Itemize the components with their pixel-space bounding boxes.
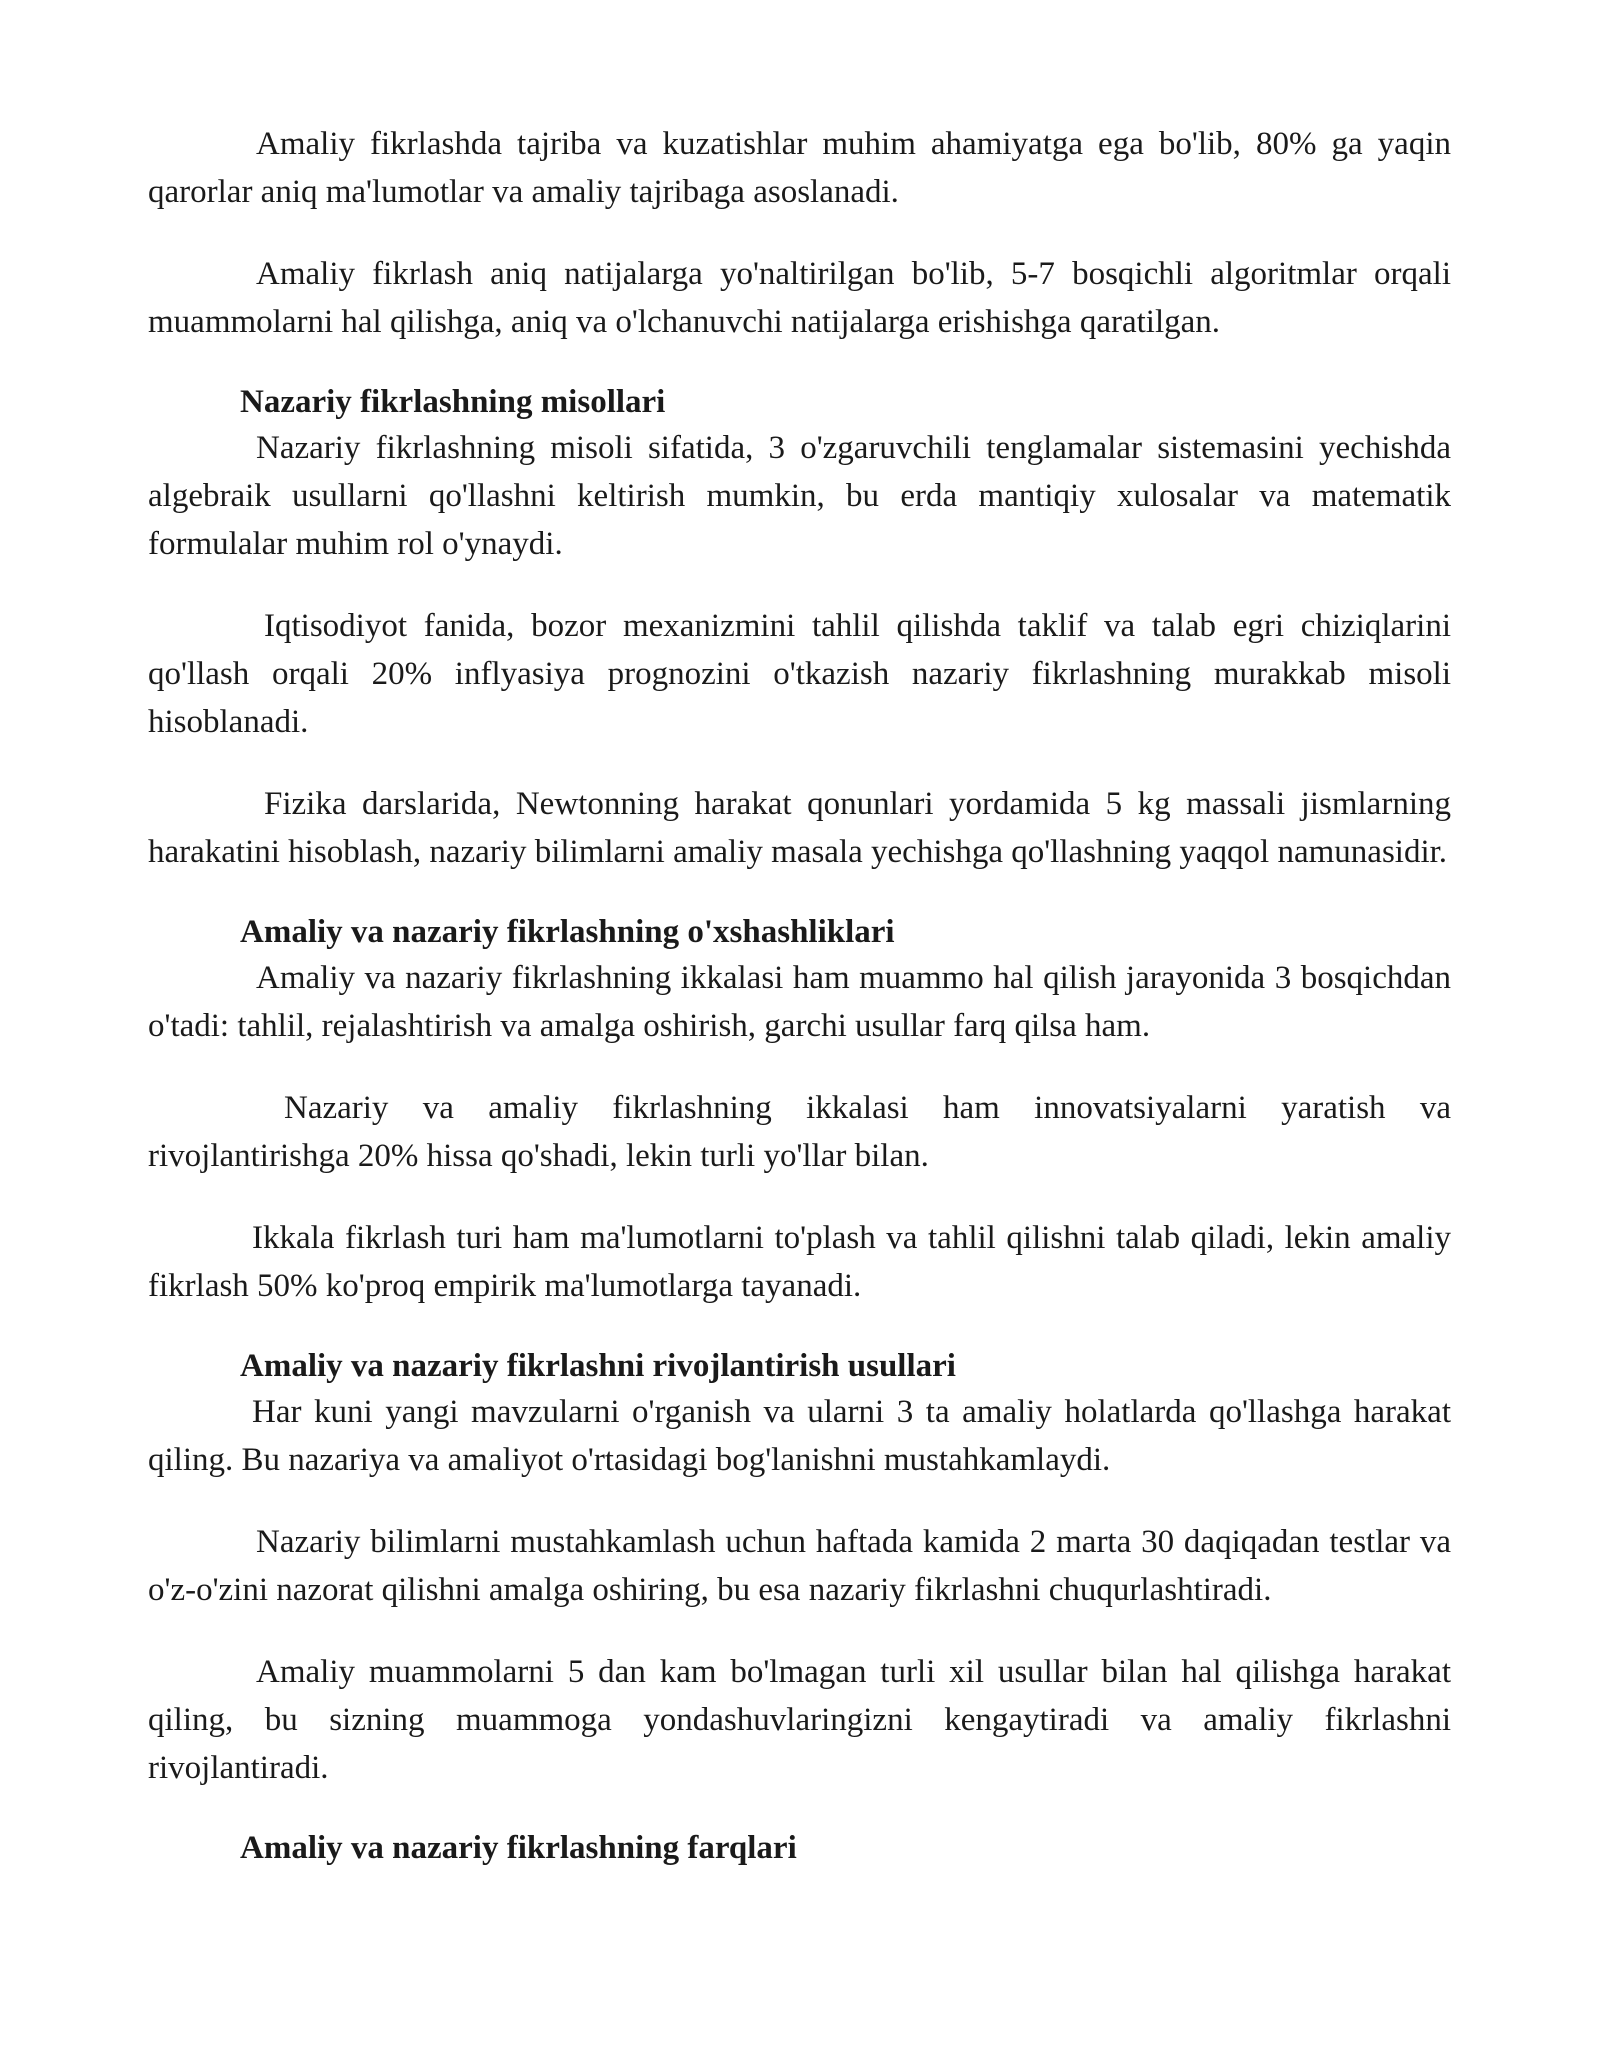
examples-paragraph-1: Nazariy fikrlashning misoli sifatida, 3 o'zgaruvchili tenglamalar sistemasini yechishda algebraik usullarni qo'llashni keltirish mumkin, bu erda mantiqiy xulosalar va matematik formulalar muhim rol o'ynaydi. — [148, 430, 1451, 562]
section-heading-differences: Amaliy va nazariy fikrlashning farqlari — [240, 1830, 797, 1866]
intro-paragraph-2: Amaliy fikrlash aniq natijalarga yo'naltirilgan bo'lib, 5-7 bosqichli algoritmlar orqali muammolarni hal qilishga, aniq va o'lchanuvchi natijalarga erishishga qaratilgan. — [148, 256, 1451, 340]
similarities-paragraph-3: Ikkala fikrlash turi ham ma'lumotlarni to'plash va tahlil qilishni talab qiladi, lekin amaliy fikrlash 50% ko'proq empirik ma'lumotlarga tayanadi. — [148, 1220, 1451, 1304]
section-heading-similarities: Amaliy va nazariy fikrlashning o'xshashliklari — [240, 914, 895, 950]
section-heading-methods: Amaliy va nazariy fikrlashni rivojlantirish usullari — [240, 1348, 956, 1384]
examples-paragraph-3: Fizika darslarida, Newtonning harakat qonunlari yordamida 5 kg massali jismlarning harakatini hisoblash, nazariy bilimlarni amaliy masala yechishga qo'llashning yaqqol namunasidir. — [148, 786, 1451, 870]
methods-paragraph-3: Amaliy muammolarni 5 dan kam bo'lmagan turli xil usullar bilan hal qilishga harakat qiling, bu sizning muammoga yondashuvlaringizni kengaytiradi va amaliy fikrlashni rivojlantiradi. — [148, 1654, 1451, 1786]
intro-paragraph-1: Amaliy fikrlashda tajriba va kuzatishlar muhim ahamiyatga ega bo'lib, 80% ga yaqin qarorlar aniq ma'lumotlar va amaliy tajribaga asoslanadi. — [148, 126, 1451, 210]
section-heading-examples: Nazariy fikrlashning misollari — [240, 384, 666, 420]
similarities-paragraph-2: Nazariy va amaliy fikrlashning ikkalasi ham innovatsiyalarni yaratish va rivojlantirishga 20% hissa qo'shadi, lekin turli yo'llar bilan. — [148, 1090, 1451, 1174]
similarities-paragraph-1: Amaliy va nazariy fikrlashning ikkalasi ham muammo hal qilish jarayonida 3 bosqichdan o'tadi: tahlil, rejalashtirish va amalga oshirish, garchi usullar farq qilsa ham. — [148, 960, 1451, 1044]
document-page — [148, 120, 1451, 1870]
examples-paragraph-2: Iqtisodiyot fanida, bozor mexanizmini tahlil qilishda taklif va talab egri chiziqlarini qo'llash orqali 20% inflyasiya prognozini o'tkazish nazariy fikrlashning murakkab misoli hisoblanadi. — [148, 608, 1451, 740]
methods-paragraph-1: Har kuni yangi mavzularni o'rganish va ularni 3 ta amaliy holatlarda qo'llashga harakat qiling. Bu nazariya va amaliyot o'rtasidagi bog'lanishni mustahkamlaydi. — [148, 1394, 1451, 1478]
methods-paragraph-2: Nazariy bilimlarni mustahkamlash uchun haftada kamida 2 marta 30 daqiqadan testlar va o'z-o'zini nazorat qilishni amalga oshiring, bu esa nazariy fikrlashni chuqurlashtiradi. — [148, 1524, 1451, 1608]
